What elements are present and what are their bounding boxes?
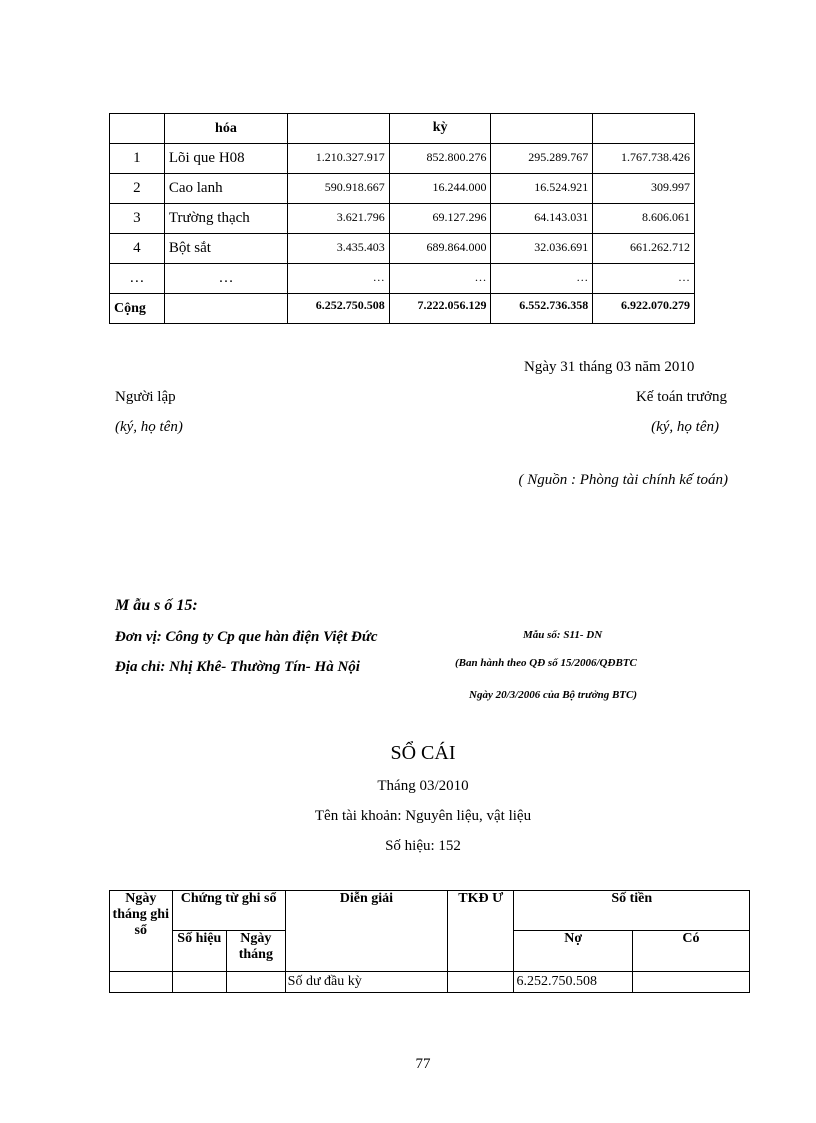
form-address: Địa chỉ: Nhị Khê- Thường Tín- Hà Nội	[115, 659, 360, 675]
ledger-number: Số hiệu: 152	[385, 838, 461, 854]
table-row: 4 Bột sắt 3.435.403 689.864.000 32.036.691 661.262.712	[110, 234, 695, 264]
header-date: Ngày tháng ghi sổ	[110, 891, 173, 972]
header-voucher-no: Số hiệu	[172, 931, 227, 972]
header-cell: kỳ	[389, 114, 491, 144]
header-description: Diễn giải	[285, 891, 447, 972]
table-header-row	[110, 114, 695, 144]
preparer-label: Người lập	[115, 389, 176, 405]
header-cell: hóa	[164, 114, 287, 144]
header-amount: Số tiền	[514, 891, 750, 931]
signature-date: Ngày 31 tháng 03 năm 2010	[524, 359, 695, 375]
header-debit: Nợ	[514, 931, 632, 972]
table-total-row: Cộng 6.252.750.508 7.222.056.129 6.552.736.358 6.922.070.279	[110, 294, 695, 324]
chief-note: (ký, họ tên)	[651, 419, 719, 435]
ledger-title: SỔ CÁI	[390, 742, 456, 764]
table-row: Số dư đầu kỳ 6.252.750.508	[110, 972, 750, 993]
header-tkdu: TKĐ Ư	[448, 891, 514, 972]
header-voucher: Chứng từ ghi sổ	[172, 891, 285, 931]
page-number: 77	[415, 1056, 431, 1072]
form-decision-date: Ngày 20/3/2006 của Bộ trưởng BTC)	[469, 689, 638, 701]
form-code: Mẫu số: S11- DN	[523, 629, 603, 641]
form-unit: Đơn vị: Công ty Cp que hàn điện Việt Đức	[115, 629, 378, 645]
header-credit: Có	[632, 931, 749, 972]
header-voucher-date: Ngày tháng	[227, 931, 286, 972]
ledger-table	[109, 890, 750, 993]
source-note: ( Nguồn : Phòng tài chính kế toán)	[518, 472, 728, 488]
inventory-table	[109, 113, 695, 324]
chief-accountant-label: Kế toán trưởng	[635, 389, 727, 405]
preparer-note: (ký, họ tên)	[115, 419, 183, 435]
table-row: 3 Trường thạch 3.621.796 69.127.296 64.143.031 8.606.061	[110, 204, 695, 234]
table-row: … … … … … …	[110, 264, 695, 294]
ledger-account: Tên tài khoản: Nguyên liệu, vật liệu	[314, 808, 532, 824]
table-row: 1 Lõi que H08 1.210.327.917 852.800.276 295.289.767 1.767.738.426	[110, 144, 695, 174]
ledger-month: Tháng 03/2010	[377, 778, 469, 794]
form-decision: (Ban hành theo QĐ số 15/2006/QĐBTC	[455, 657, 637, 669]
table-row: 2 Cao lanh 590.918.667 16.244.000 16.524.921 309.997	[110, 174, 695, 204]
form-title: M ẫu s ố 15:	[115, 597, 198, 614]
